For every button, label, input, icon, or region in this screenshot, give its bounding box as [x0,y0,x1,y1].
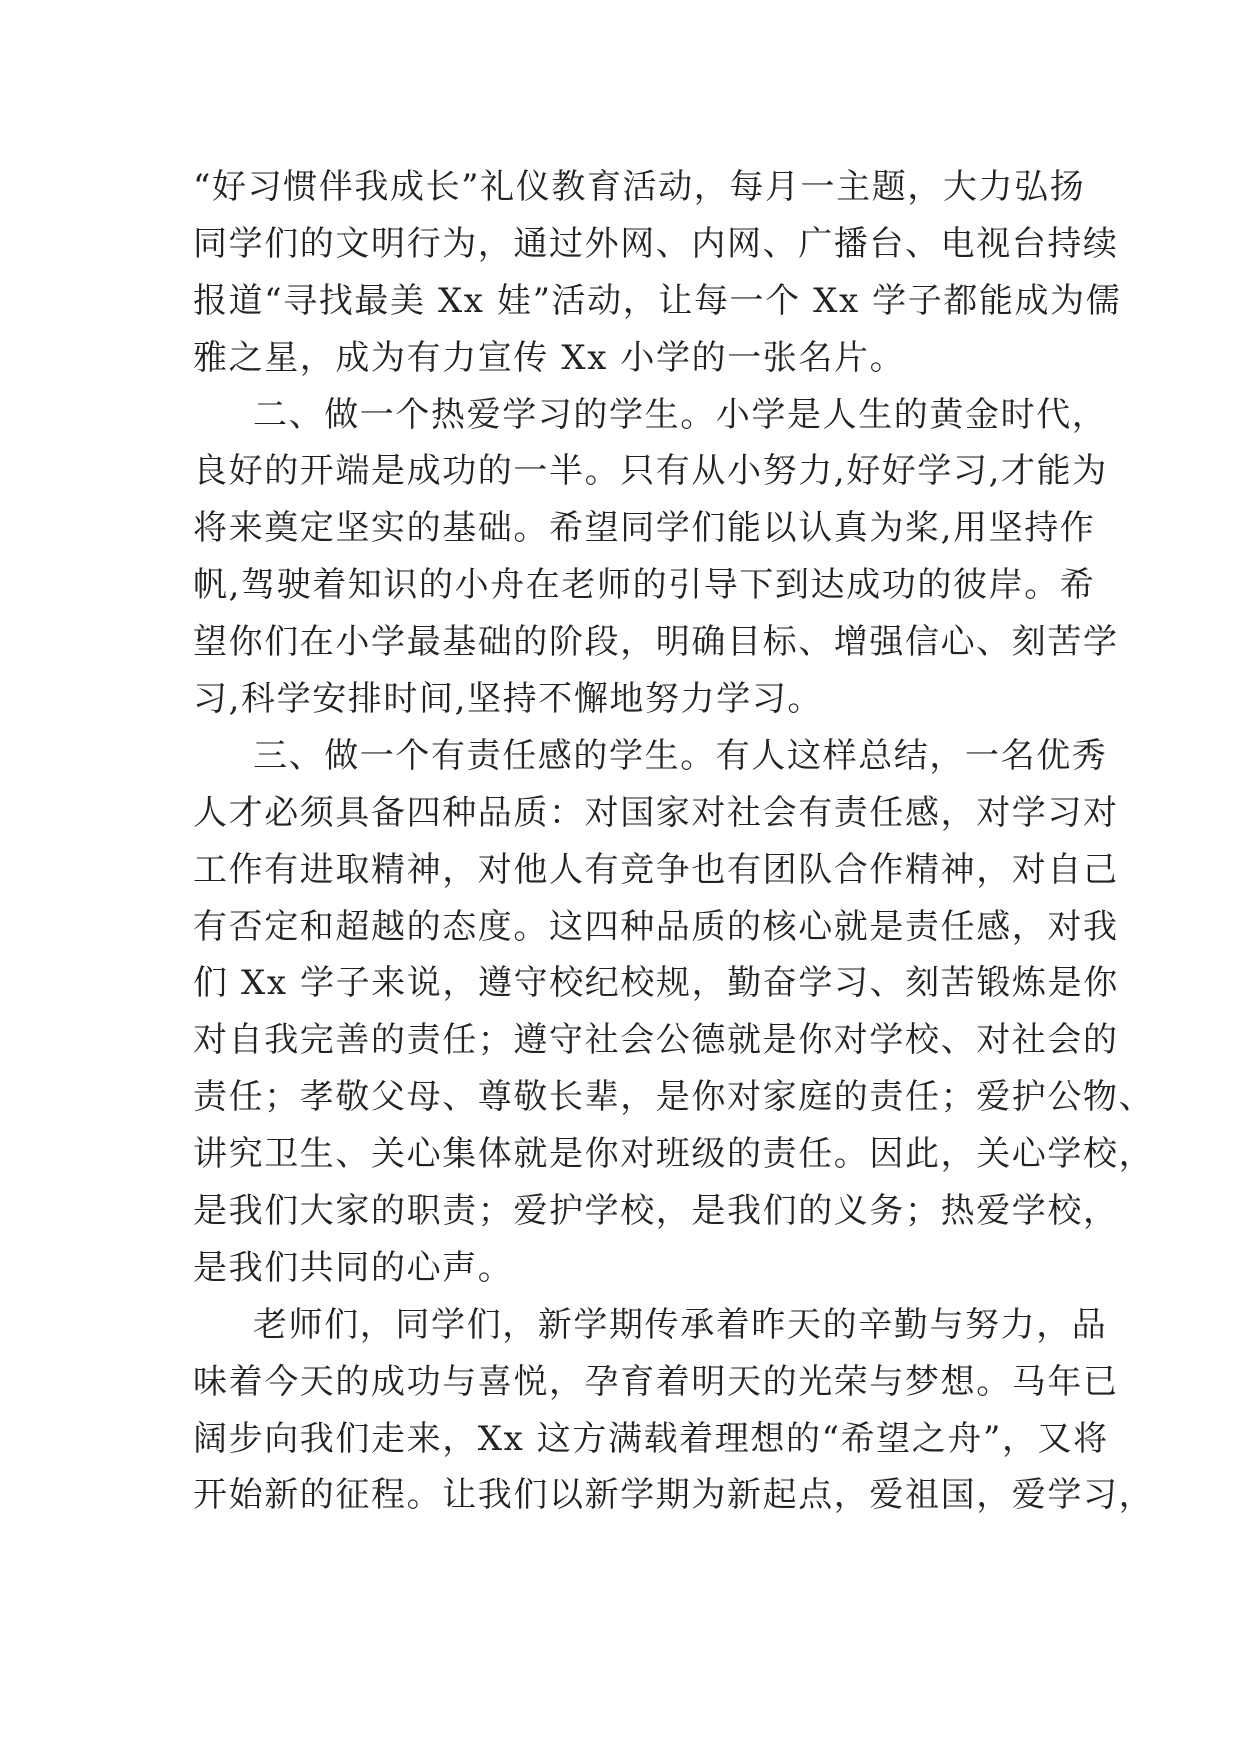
text-line: 同学们的文明行为，通过外网、内网、广播台、电视台持续 [193,223,1119,264]
paragraph-first-line: 二、做一个热爱学习的学生。小学是人生的黄金时代， [253,394,1108,435]
text-line: 工作有进取精神，对他人有竞争也有团队合作精神，对自己 [193,849,1119,890]
text-line: 阔步向我们走来，Xx 这方满载着理想的“希望之舟”，又将 [193,1418,1109,1459]
paragraph-first-line: 老师们，同学们，新学期传承着昨天的辛勤与努力，品 [253,1304,1108,1345]
text-line: 报道“寻找最美 Xx 娃”活动，让每一个 Xx 学子都能成为儒 [193,280,1122,321]
text-line: “好习惯伴我成长”礼仪教育活动，每月一主题，大力弘扬 [193,167,1086,207]
text-line: 对自我完善的责任；遵守社会公德就是你对学校、对社会的 [193,1020,1119,1061]
text-line: 人才必须具备四种品质：对国家对社会有责任感，对学习对 [193,792,1119,833]
text-line: 讲究卫生、关心集体就是你对班级的责任。因此，关心学校， [193,1134,1155,1175]
paragraph-first-line: 三、做一个有责任感的学生。有人这样总结，一名优秀 [253,735,1108,776]
text-line: 良好的开端是成功的一半。只有从小努力,好好学习,才能为 [193,451,1108,492]
text-line: 有否定和超越的态度。这四种品质的核心就是责任感，对我 [193,906,1119,947]
document-body [193,159,1155,1524]
text-line: 是我们大家的职责；爱护学校，是我们的义务；热爱学校， [193,1191,1119,1232]
text-line: 将来奠定坚实的基础。希望同学们能以认真为桨,用坚持作 [193,508,1096,549]
text-line: 味着今天的成功与喜悦，孕育着明天的光荣与梦想。马年已 [193,1361,1119,1402]
text-line: 习,科学安排时间,坚持不懈地努力学习。 [193,679,824,720]
text-line: 雅之星，成为有力宣传 Xx 小学的一张名片。 [193,337,906,378]
text-line: 责任；孝敬父母、尊敬长辈，是你对家庭的责任；爱护公物、 [193,1077,1155,1118]
text-line: 望你们在小学最基础的阶段，明确目标、增强信心、刻苦学 [193,622,1119,663]
text-line: 们 Xx 学子来说，遵守校纪校规，勤奋学习、刻苦锻炼是你 [193,963,1119,1004]
text-line: 开始新的征程。让我们以新学期为新起点，爱祖国，爱学习， [193,1475,1155,1516]
text-line: 帆,驾驶着知识的小舟在老师的引导下到达成功的彼岸。希 [193,565,1096,606]
text-line: 是我们共同的心声。 [193,1247,514,1288]
